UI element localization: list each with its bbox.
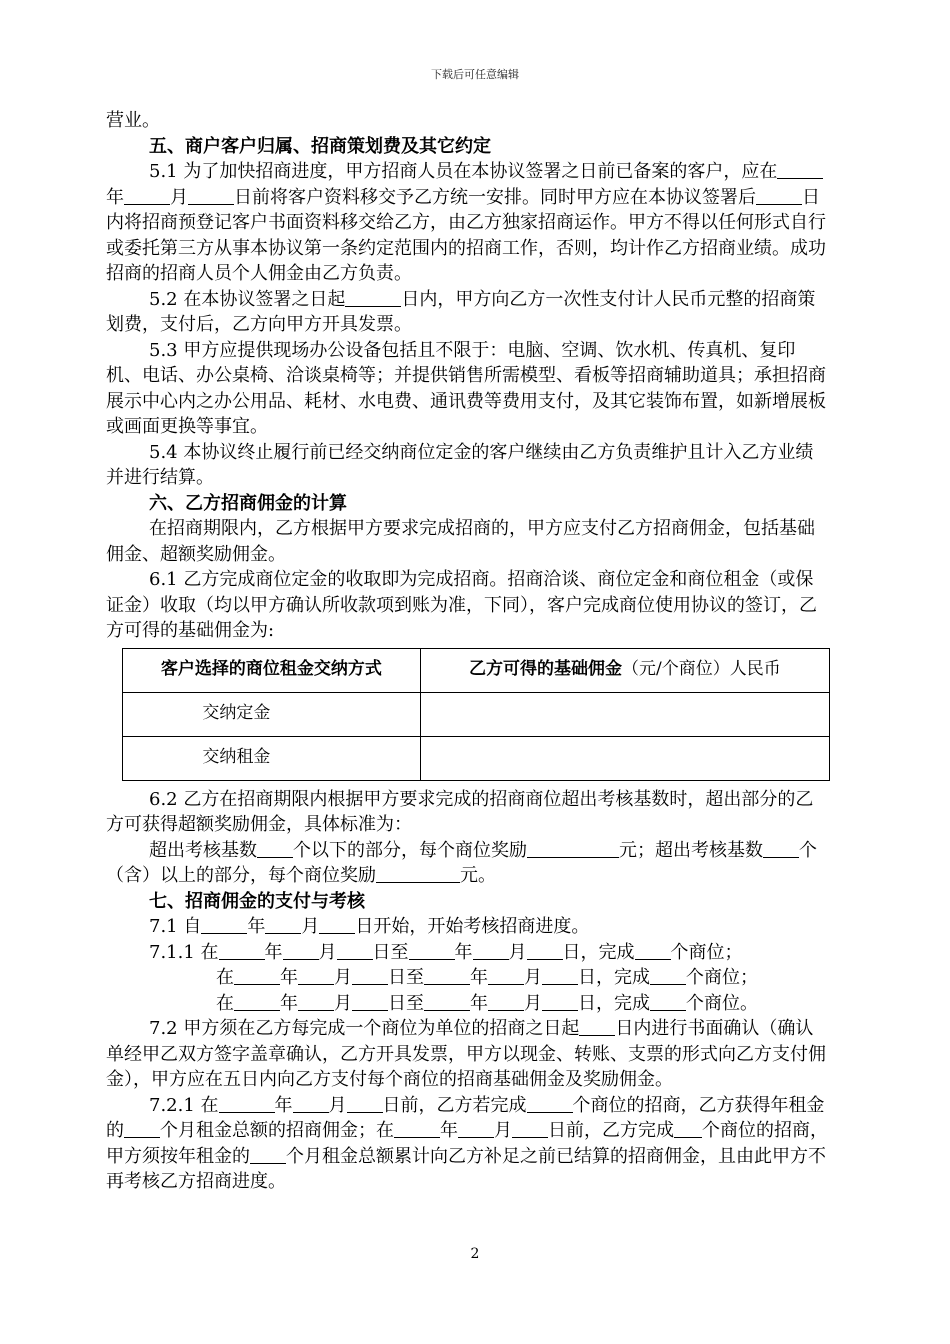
page-number: 2 xyxy=(470,1246,480,1262)
blank-field[interactable] xyxy=(352,992,388,1011)
clause-7-1: 7.1 自 年 月 日开始，开始考核招商进度。 xyxy=(149,916,590,937)
blank-field[interactable] xyxy=(409,941,455,960)
table-row xyxy=(123,692,830,736)
blank-field[interactable] xyxy=(124,186,170,205)
blank-field[interactable] xyxy=(188,186,234,205)
blank-field[interactable] xyxy=(257,839,293,858)
clause-5-2: 5.2 在本协议签署之日起 日内，甲方向乙方一次性支付计人民币元整的招商策划费，支付后，乙方向甲方开具发票。 xyxy=(106,288,816,335)
commission-table xyxy=(122,648,830,781)
blank-field[interactable] xyxy=(756,186,802,205)
blank-field[interactable] xyxy=(635,941,671,960)
blank-field[interactable] xyxy=(542,992,578,1011)
blank-field[interactable] xyxy=(219,941,265,960)
blank-field[interactable] xyxy=(347,1094,383,1113)
table-header-cell: 乙方可得的基础佣金（元/个商位）人民币 xyxy=(420,648,829,692)
blank-field[interactable] xyxy=(124,1119,160,1138)
paragraph-continuation: 营业。 xyxy=(106,110,160,131)
table-cell-empty[interactable] xyxy=(420,736,829,780)
clause-7-1-1-line2: 在 年 月 日至 年 月 日，完成 个商位； xyxy=(216,967,758,988)
blank-field[interactable] xyxy=(579,1017,615,1036)
blank-field[interactable] xyxy=(424,992,470,1011)
clause-5-4: 5.4 本协议终止履行前已经交纳商位定金的客户继续由乙方负责维护且计入乙方业绩并进行结算。 xyxy=(106,441,814,488)
section-6-intro: 在招商期限内，乙方根据甲方要求完成招商的，甲方应支付乙方招商佣金，包括基础佣金、超额奖励佣金。 xyxy=(106,518,815,565)
blank-field[interactable] xyxy=(283,941,319,960)
page-header: 下载后可任意编辑 xyxy=(431,68,519,81)
blank-field[interactable] xyxy=(527,941,563,960)
blank-field[interactable] xyxy=(458,1119,494,1138)
blank-field[interactable] xyxy=(674,1119,702,1138)
table-row xyxy=(123,736,830,780)
clause-5-3: 5.3 甲方应提供现场办公设备包括且不限于：电脑、空调、饮水机、传真机、复印机、电话、办公桌椅、洽谈桌椅等；并提供销售所需模型、看板等招商辅助道具；承担招商展示中心内之办公用品、耗材、水电费、通讯费等费用支付，及其它装饰布置，如新增展板或画面更换等事宜。 xyxy=(106,339,826,437)
blank-field[interactable] xyxy=(473,941,509,960)
blank-field[interactable] xyxy=(265,915,301,934)
blank-field[interactable] xyxy=(337,941,373,960)
clause-7-1-1-line1: 7.1.1 在 年 月 日至 年 月 日，完成 个商位； xyxy=(149,941,743,963)
blank-field[interactable] xyxy=(250,1145,286,1164)
table-cell: 交纳定金 xyxy=(123,692,421,736)
blank-field[interactable] xyxy=(777,160,823,179)
clause-5-1: 5.1 为了加快招商进度，甲方招商人员在本协议签署之日前已备案的客户，应在年 月 日前将客户资料移交予乙方统一安排。同时甲方应在本协议签署后 日内将招商预登记客户书面资料移交给乙方，由乙方独家招商运作。甲方不得以任何形式自行或委托第三方从事本协议第一条约定范围内的招商工作，否则，均计作乙方招商业绩。成功招商的招商人员个人佣金由乙方负责。 xyxy=(106,161,826,284)
blank-field[interactable] xyxy=(376,864,460,883)
clause-7-2: 7.2 甲方须在乙方每完成一个商位为单位的招商之日起 日内进行书面确认（确认单经甲乙双方签字盖章确认，乙方开具发票，甲方以现金、转账、支票的形式向乙方支付佣金），甲方应在五日内向乙方支付每个商位的招商基础佣金及奖励佣金。 xyxy=(106,1018,826,1090)
clause-6-1: 6.1 乙方完成商位定金的收取即为完成招商。招商洽谈、商位定金和商位租金（或保证金）收取（均以甲方确认所收款项到账为准，下同），客户完成商位使用协议的签订，乙方可得的基础佣金为: xyxy=(106,569,817,641)
blank-field[interactable] xyxy=(488,992,524,1011)
blank-field[interactable] xyxy=(763,839,799,858)
clause-6-2-detail: 超出考核基数 个以下的部分，每个商位奖励 元；超出考核基数 个（含）以上的部分，每个商位奖励 元。 xyxy=(106,839,817,886)
blank-field[interactable] xyxy=(345,288,401,307)
section-heading-7: 七、招商佣金的支付与考核 xyxy=(149,890,365,912)
section-heading-5: 五、商户客户归属、招商策划费及其它约定 xyxy=(149,135,491,157)
table-header-row xyxy=(123,648,830,692)
document-body xyxy=(106,108,831,1195)
table-cell-empty[interactable] xyxy=(420,692,829,736)
blank-field[interactable] xyxy=(234,992,280,1011)
clause-7-2-1: 7.2.1 在 年 月 日前，乙方若完成 个商位的招商，乙方获得年租金的 个月租金总额的招商佣金；在 年 月 日前，乙方完成 个商位的招商，甲方须按年租金的 个月租金总额累计向乙方补足之前已结算的招商佣金，且由此甲方不再考核乙方招商进度。 xyxy=(106,1094,828,1192)
section-heading-6: 六、乙方招商佣金的计算 xyxy=(149,492,347,514)
blank-field[interactable] xyxy=(234,966,280,985)
blank-field[interactable] xyxy=(650,966,686,985)
blank-field[interactable] xyxy=(319,915,355,934)
clause-6-2: 6.2 乙方在招商期限内根据甲方要求完成的招商商位超出考核基数时，超出部分的乙方可获得超额奖励佣金，具体标准为： xyxy=(106,788,814,835)
clause-7-1-1-line3: 在 年 月 日至 年 月 日，完成 个商位。 xyxy=(216,992,758,1014)
blank-field[interactable] xyxy=(298,992,334,1011)
blank-field[interactable] xyxy=(527,839,619,858)
table-header-cell: 客户选择的商位租金交纳方式 xyxy=(123,648,421,692)
blank-field[interactable] xyxy=(424,966,470,985)
blank-field[interactable] xyxy=(201,915,247,934)
blank-field[interactable] xyxy=(542,966,578,985)
blank-field[interactable] xyxy=(293,1094,329,1113)
blank-field[interactable] xyxy=(219,1094,275,1113)
table-cell: 交纳租金 xyxy=(123,736,421,780)
blank-field[interactable] xyxy=(527,1094,573,1113)
blank-field[interactable] xyxy=(394,1119,440,1138)
blank-field[interactable] xyxy=(298,966,334,985)
blank-field[interactable] xyxy=(488,966,524,985)
blank-field[interactable] xyxy=(650,992,686,1011)
blank-field[interactable] xyxy=(352,966,388,985)
blank-field[interactable] xyxy=(512,1119,548,1138)
